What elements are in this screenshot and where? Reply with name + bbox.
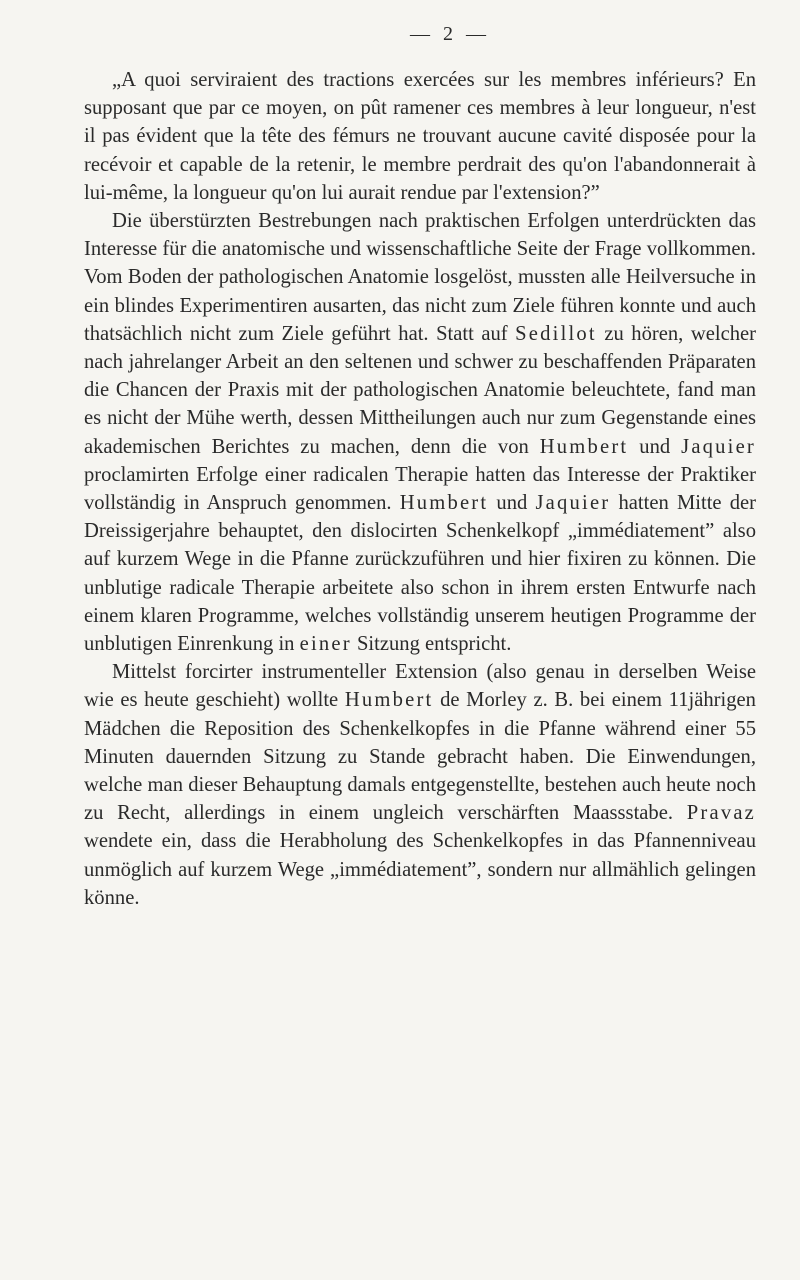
emphasized-word: einer [299, 633, 352, 656]
author-name-humbert: Humbert [344, 689, 434, 712]
author-name-sedillot: Sedillot [515, 322, 597, 345]
text-segment: wendete ein, dass die Herabholung des Schenkelkopfes in das Pfannenniveau unmöglich auf kurzem Wege „immédiatement”, sondern nur allmählich gelingen könne. [84, 830, 756, 909]
text-segment: und [488, 492, 536, 515]
author-name-jaquier: Jaquier [535, 492, 611, 515]
text-segment: Sitzung entspricht. [351, 633, 512, 656]
text-segment: hatten Mitte der Dreissigerjahre behauptet, den dislocirten Schenkelkopf „immédiatement” also auf kurzem Wege in die Pfanne zurückzuführen und hier fixiren zu können. Die unblutige radicale Therapie arbeitete also schon in ihrem ersten Entwurfe nach einem klaren Programme, welches vollständig unserem heutigen Programme der unblutigen Einrenkung in [84, 492, 756, 656]
author-name-pravaz: Pravaz [686, 802, 756, 825]
text-segment: „A quoi serviraient des tractions exercées sur les membres inférieurs? En supposant que par ce moyen, on pût ramener ces membres à leur longueur, n'est il pas évident que la tête des fémurs ne trouvant aucune cavité disposée pour la recévoir et capable de la retenir, le membre perdrait des qu'on l'abandonnerait à lui-même, la longueur qu'on lui aurait rendue par l'extension?” [84, 69, 756, 204]
text-segment: proclamirten Erfolge einer radicalen Therapie hatten das Interesse der Praktiker vollständig in Anspruch genommen. [84, 463, 756, 515]
text-segment: und [628, 435, 682, 458]
text-segment: Die überstürzten Bestrebungen nach praktischen Erfolgen unterdrückten das Interesse für die anatomische und wissenschaftliche Seite der Frage vollkommen. Vom Boden der pathologischen Anatomie losgelöst, mussten alle Heilversuche in ein blindes Experimentiren ausarten, das nicht zum Ziele führen konnte und auch thatsächlich nicht zum Ziele geführt hat. Statt auf [84, 210, 756, 345]
author-name-humbert: Humbert [399, 492, 489, 515]
author-name-jaquier: Jaquier [681, 435, 756, 458]
paragraph-french-quote [84, 66, 756, 207]
author-name-humbert: Humbert [539, 435, 629, 458]
paragraph-history [84, 207, 756, 658]
page-number: — 2 — [410, 23, 490, 45]
text-segment: Mittelst forcirter instrumenteller Extension (also genau in derselben Weise wie es heute geschieht) wollte [84, 661, 756, 712]
paragraph-extension [84, 658, 756, 912]
text-segment: zu hören, welcher nach jahrelanger Arbeit an den seltenen und schwer zu beschaffenden Präparaten die Chancen der Praxis mit der pathologischen Anatomie beleuchtete, fand man es nicht der Mühe werth, dessen Mittheilungen auch nur zum Gegenstande eines akademischen Berichtes zu machen, denn die von [84, 322, 756, 458]
document-page [84, 22, 756, 912]
text-segment: de Morley z. B. bei einem 11jährigen Mädchen die Reposition des Schenkelkopfes in die Pfanne während einer 55 Minuten dauernden Sitzung zu Stande gebracht haben. Die Einwendungen, welche man dieser Behauptung damals entgegenstellte, bestehen auch heute noch zu Recht, allerdings in einem ungleich verschärften Maassstabe. [84, 689, 756, 825]
